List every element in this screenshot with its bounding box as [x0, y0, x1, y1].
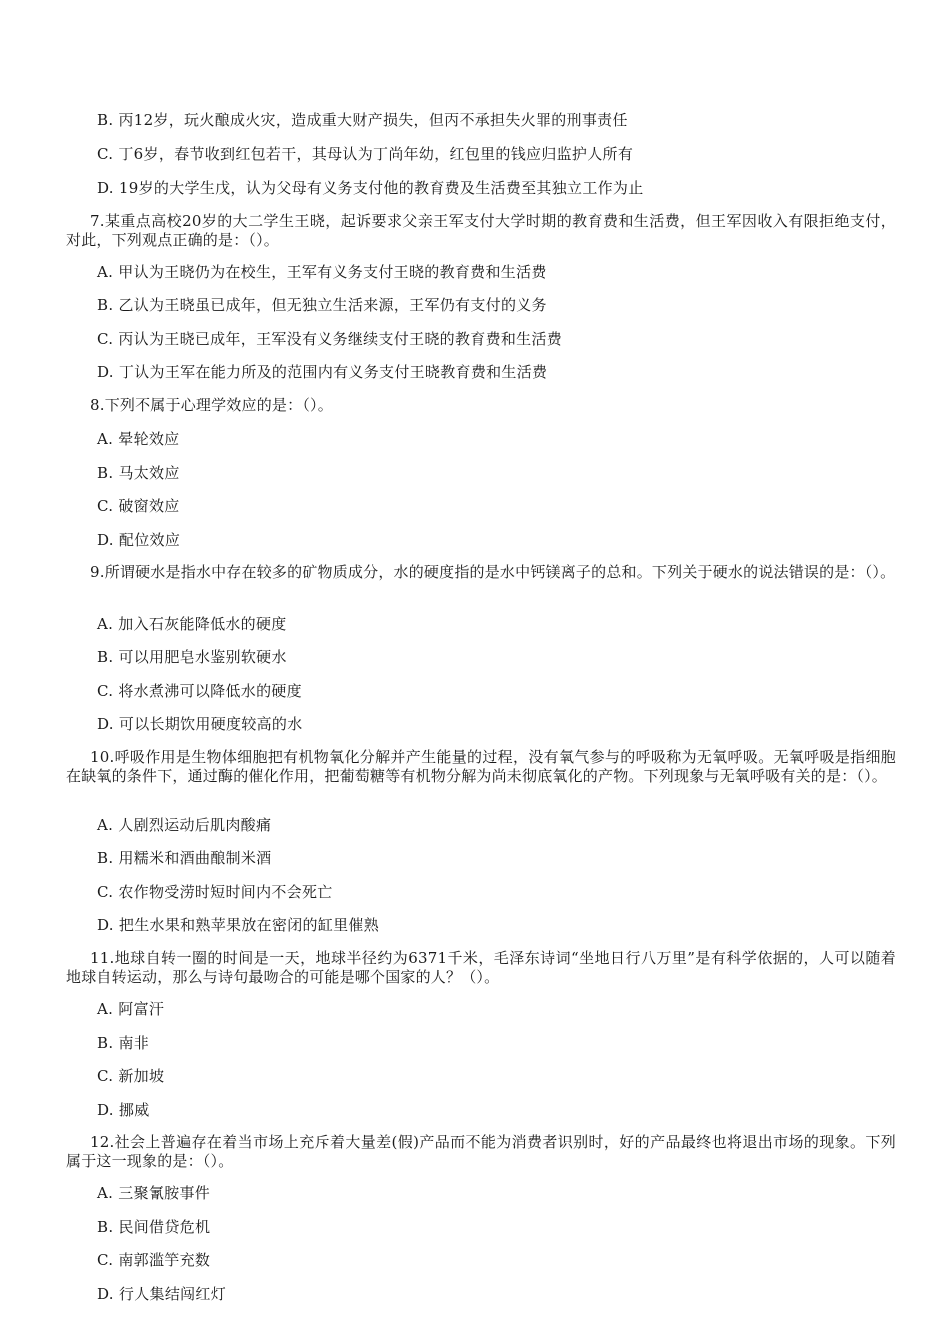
- question-7: 7.某重点高校20岁的大二学生王晓，起诉要求父亲王军支付大学时期的教育费和生活费，但王军因收入有限拒绝支付，对此，下列观点正确的是：（）。: [66, 212, 896, 249]
- option-10c: C. 农作物受涝时短时间内不会死亡: [97, 883, 333, 901]
- option-9d: D. 可以长期饮用硬度较高的水: [97, 715, 303, 733]
- option-11b: B. 南非: [97, 1034, 150, 1052]
- option-9a: A. 加入石灰能降低水的硬度: [97, 615, 287, 633]
- option-8b: B. 马太效应: [97, 464, 180, 482]
- option-9c: C. 将水煮沸可以降低水的硬度: [97, 682, 302, 700]
- option-7c: C. 丙认为王晓已成年，王军没有义务继续支付王晓的教育费和生活费: [97, 330, 563, 348]
- option-6b: B. 丙12岁，玩火酿成火灾，造成重大财产损失，但丙不承担失火罪的刑事责任: [97, 111, 628, 129]
- question-9: 9.所谓硬水是指水中存在较多的矿物质成分，水的硬度指的是水中钙镁离子的总和。下列关于硬水的说法错误的是：（）。: [90, 563, 896, 581]
- option-7d: D. 丁认为王军在能力所及的范围内有义务支付王晓教育费和生活费: [97, 363, 548, 381]
- option-12d: D. 行人集结闯红灯: [97, 1285, 227, 1303]
- option-7a: A. 甲认为王晓仍为在校生，王军有义务支付王晓的教育费和生活费: [97, 263, 547, 281]
- option-12c: C. 南郭滥竽充数: [97, 1251, 211, 1269]
- option-8c: C. 破窗效应: [97, 497, 180, 515]
- option-8a: A. 晕轮效应: [97, 430, 180, 448]
- option-11c: C. 新加坡: [97, 1067, 165, 1085]
- option-9b: B. 可以用肥皂水鉴别软硬水: [97, 648, 287, 666]
- option-10b: B. 用糯米和酒曲酿制米酒: [97, 849, 272, 867]
- option-11a: A. 阿富汗: [97, 1000, 165, 1018]
- option-10d: D. 把生水果和熟苹果放在密闭的缸里催熟: [97, 916, 380, 934]
- option-7b: B. 乙认为王晓虽已成年，但无独立生活来源，王军仍有支付的义务: [97, 296, 547, 314]
- question-8: 8.下列不属于心理学效应的是：（）。: [90, 396, 333, 414]
- question-10: 10.呼吸作用是生物体细胞把有机物氧化分解并产生能量的过程，没有氧气参与的呼吸称为无氧呼吸。无氧呼吸是指细胞在缺氧的条件下，通过酶的催化作用，把葡萄糖等有机物分解为尚未彻底氧化的产物。下列现象与无氧呼吸有关的是：（）。: [66, 748, 896, 785]
- option-12b: B. 民间借贷危机: [97, 1218, 211, 1236]
- option-6c: C. 丁6岁，春节收到红包若干，其母认为丁尚年幼，红包里的钱应归监护人所有: [97, 145, 634, 163]
- option-6d: D. 19岁的大学生戊，认为父母有义务支付他的教育费及生活费至其独立工作为止: [97, 179, 644, 197]
- option-11d: D. 挪威: [97, 1101, 150, 1119]
- option-10a: A. 人剧烈运动后肌肉酸痛: [97, 816, 272, 834]
- option-12a: A. 三聚氰胺事件: [97, 1184, 211, 1202]
- question-12: 12.社会上普遍存在着当市场上充斥着大量差(假)产品而不能为消费者识别时，好的产品最终也将退出市场的现象。下列属于这一现象的是：（）。: [66, 1133, 896, 1170]
- question-11: 11.地球自转一圈的时间是一天，地球半径约为6371千米，毛泽东诗词“坐地日行八万里”是有科学依据的，人可以随着地球自转运动，那么与诗句最吻合的可能是哪个国家的人？（）。: [66, 949, 896, 986]
- option-8d: D. 配位效应: [97, 531, 181, 549]
